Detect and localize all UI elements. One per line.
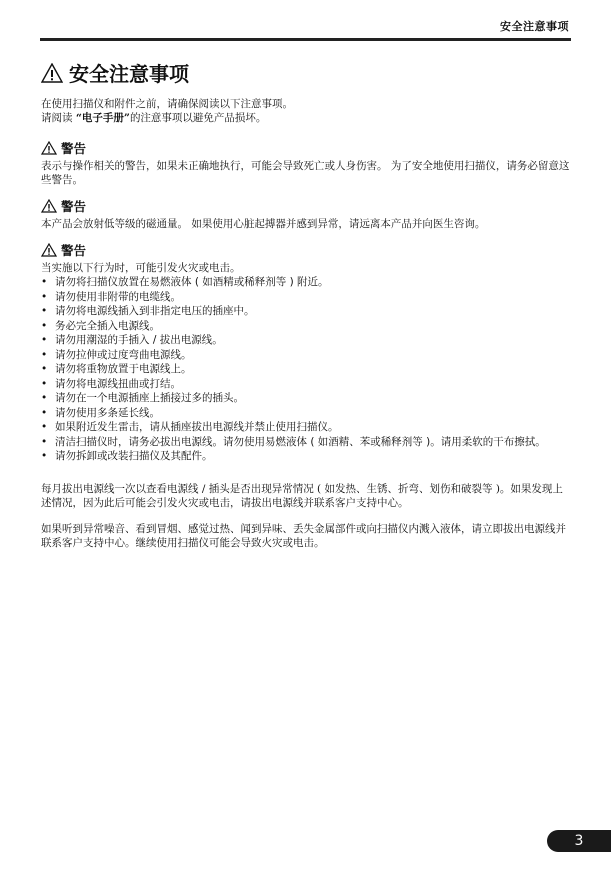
list-item: • 请勿使用非附带的电缆线。 — [41, 290, 572, 305]
warning-triangle-icon — [41, 199, 57, 213]
warning-heading-2 — [41, 197, 572, 215]
list-item: • 请勿使用多条延长线。 — [41, 406, 572, 421]
running-header: 安全注意事项 — [500, 20, 569, 33]
inspection-paragraph: 每月拔出电源线一次以查看电源线 / 插头是否出现异常情况 ( 如发热、生锈、折弯、划伤和破裂等 )。如果发现上述情况，因为此后可能会引发火灾或电击，请拔出电源线并联系客户支持中心。 — [41, 482, 563, 509]
list-item: • 清洁扫描仪时，请务必拔出电源线。请勿使用易燃液体 ( 如酒精、苯或稀释剂等 )。请用柔软的干布擦拭。 — [41, 435, 572, 450]
hazard-list — [41, 275, 572, 464]
list-item: • 请勿将扫描仪放置在易燃液体 ( 如酒精或稀释剂等 ) 附近。 — [41, 275, 572, 290]
list-item: • 请勿在一个电源插座上插接过多的插头。 — [41, 391, 572, 406]
warning-heading-text: 警告 — [61, 199, 87, 214]
page-title: 安全注意事项 — [69, 62, 189, 86]
warning-heading-3 — [41, 241, 572, 259]
intro-line-1: 在使用扫描仪和附件之前，请确保阅读以下注意事项。 — [41, 98, 293, 110]
list-item: • 请勿拉伸或过度弯曲电源线。 — [41, 348, 572, 363]
page-number: 3 — [547, 830, 611, 852]
warning-text-1: 表示与操作相关的警告，如果未正确地执行，可能会导致死亡或人身伤害。 为了安全地使用扫描仪，请务必留意这些警告。 — [41, 160, 570, 186]
warning-text-3: 当实施以下行为时，可能引发火灾或电击。 — [41, 262, 241, 274]
abnormality-paragraph: 如果听到异常噪音、看到冒烟、感觉过热、闻到异味、丢失金属部件或向扫描仪内溅入液体，请立即拔出电源线并联系客户支持中心。继续使用扫描仪可能会导致火灾或电击。 — [41, 522, 566, 549]
header-rule — [40, 38, 571, 41]
list-item: • 如果附近发生雷击，请从插座拔出电源线并禁止使用扫描仪。 — [41, 420, 572, 435]
list-item: • 请勿将电源线扭曲或打结。 — [41, 377, 572, 392]
warning-triangle-icon — [41, 243, 57, 257]
intro-suffix: 的注意事项以避免产品损坏。 — [129, 112, 267, 124]
list-item: • 请勿用潮湿的手插入 / 拔出电源线。 — [41, 333, 572, 348]
list-item: • 务必完全插入电源线。 — [41, 319, 572, 334]
list-item: • 请勿将重物放置于电源线上。 — [41, 362, 572, 377]
warning-heading-text: 警告 — [61, 141, 87, 156]
warning-triangle-icon — [41, 63, 63, 83]
main-content — [41, 58, 572, 550]
list-item: • 请勿拆卸或改装扫描仪及其配件。 — [41, 449, 572, 464]
warning-heading-1 — [41, 139, 572, 157]
intro-prefix: 请阅读 — [41, 112, 76, 124]
warning-triangle-icon — [41, 141, 57, 155]
list-item: • 请勿将电源线插入到非指定电压的插座中。 — [41, 304, 572, 319]
intro-line-2 — [41, 111, 572, 125]
warning-heading-text: 警告 — [61, 243, 87, 258]
page-title-row — [41, 58, 572, 87]
warning-text-2: 本产品会放射低等级的磁通量。 如果使用心脏起搏器并感到异常，请远离本产品并向医生咨询。 — [41, 218, 486, 230]
manual-reference: “电子手册” — [75, 112, 130, 124]
